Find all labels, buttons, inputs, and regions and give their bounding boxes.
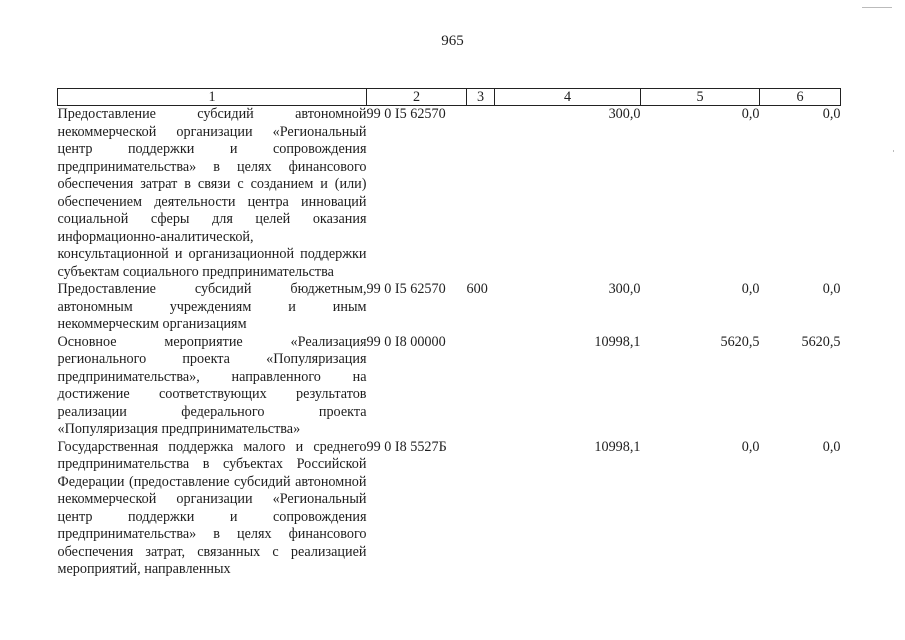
row-value-5: 0,0 xyxy=(741,281,760,297)
row-code: 99 0 I8 00000 xyxy=(366,333,446,350)
row-code: 99 0 I5 62570 xyxy=(366,281,446,297)
row-value-6: 5620,5 xyxy=(801,333,841,350)
table-row xyxy=(58,106,841,282)
column-header-4: 4 xyxy=(495,89,641,106)
table-header xyxy=(58,89,841,106)
row-name: Основное мероприятие «Реализация регионального проекта «Популяризация предпринимательства», направленного на достижение соответствующих результатов реализации федерального проекта «Популяризация предпринимательства» xyxy=(57,333,367,437)
row-value-4: 10998,1 xyxy=(594,333,641,350)
scan-artifact-top-right xyxy=(862,7,892,8)
table-row xyxy=(58,281,841,334)
budget-table xyxy=(57,88,841,579)
row-code: 99 0 I5 62570 xyxy=(366,106,446,122)
scan-artifact-right-edge xyxy=(893,150,894,152)
row-value-6: 0,0 xyxy=(822,281,841,297)
row-type xyxy=(467,439,495,579)
row-name: Предоставление субсидий автономной некоммерческой организации «Региональный центр поддержки и сопровождения предпринимательства» в целях финансового обеспечения затрат в связи с созданием и (или) обеспечением деятельности центра инноваций социальной сферы для целей оказания информационно-аналитической, консультационной и организационной поддержки субъектам социального предпринимательства xyxy=(57,106,367,280)
column-header-2: 2 xyxy=(367,89,467,106)
column-header-1: 1 xyxy=(58,89,367,106)
row-code: 99 0 I8 5527Б xyxy=(366,438,447,455)
table-row xyxy=(58,334,841,439)
row-type xyxy=(467,106,495,282)
row-value-4: 10998,1 xyxy=(594,438,641,455)
column-header-3: 3 xyxy=(467,89,495,106)
row-name: Предоставление субсидий бюджетным, автономным учреждениям и иным некоммерческим организациям xyxy=(57,281,367,332)
column-header-5: 5 xyxy=(641,89,760,106)
row-type xyxy=(467,334,495,439)
row-value-4: 300,0 xyxy=(608,106,641,122)
row-value-5: 5620,5 xyxy=(720,333,760,350)
row-value-5: 0,0 xyxy=(741,438,760,455)
table-row xyxy=(58,439,841,579)
page-number: 965 xyxy=(441,33,464,49)
row-value-4: 300,0 xyxy=(608,281,641,297)
row-type: 600 xyxy=(466,281,488,297)
row-name: Государственная поддержка малого и среднего предпринимательства в субъектах Российской Федерации (предоставление субсидий автономной некоммерческой организации «Региональный центр поддержки и сопровождения предпринимательства» в целях финансового обеспечения затрат, связанных с реализацией мероприятий, направленных xyxy=(57,438,367,577)
row-value-5: 0,0 xyxy=(741,106,760,122)
row-value-6: 0,0 xyxy=(822,106,841,122)
column-header-6: 6 xyxy=(760,89,841,106)
row-value-6: 0,0 xyxy=(822,438,841,455)
